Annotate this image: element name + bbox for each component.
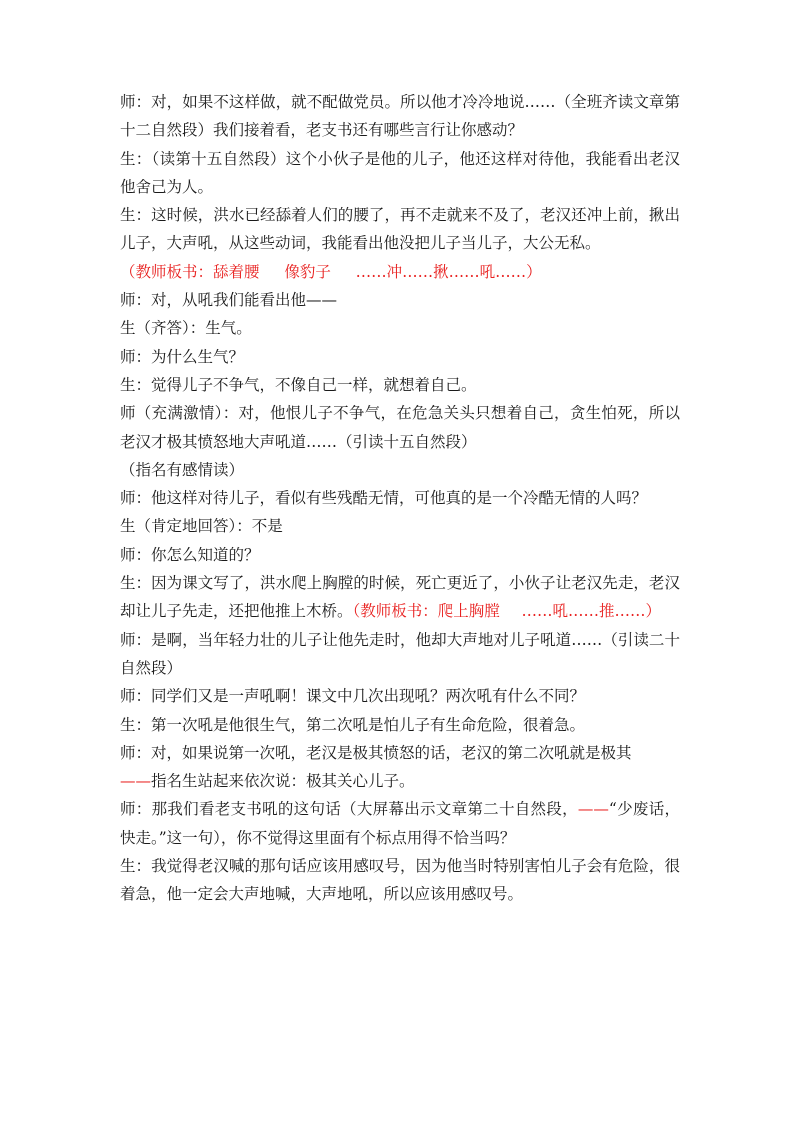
board-note-1-part-a: （教师板书：舔着腰 <box>120 262 260 281</box>
document-page <box>120 88 680 909</box>
stage-direction-2 <box>120 767 680 795</box>
board-note-2 <box>353 602 661 620</box>
teacher-line-9: 师：对，如果说第一次吼，老汉是极其愤怒的话，老汉的第二次吼就是极其 <box>120 743 632 762</box>
teacher-line-6: 师：你怎么知道的？ <box>120 545 260 564</box>
student-line-6-text: 生：因为课文写了，洪水爬上胸膛的时候，死亡更近了，小伙子让老汉先走，老汉却让儿子先走，还把他推上木桥。 <box>120 574 680 621</box>
teacher-line-10 <box>120 795 680 852</box>
teacher-line-3: 师：为什么生气？ <box>120 347 245 366</box>
student-line-5: 生（肯定地回答）：不是 <box>120 517 283 536</box>
dash-mark-2: —— <box>577 800 609 819</box>
student-line-4: 生：觉得儿子不争气，不像自己一样，就想着自己。 <box>120 375 477 394</box>
teacher-line-1: 师：对，如果不这样做，就不配做党员。所以他才冷冷地说……（全班齐读文章第十二自然段）我们接着看，老支书还有哪些言行让你感动？ <box>120 93 680 140</box>
student-line-8: 生：我觉得老汉喊的那句话应该用感叹号，因为他当时特别害怕儿子会有危险，很着急，他一定会大声地喊，大声地吼，所以应该用感叹号。 <box>120 857 680 904</box>
board-note-1-part-b: 像豹子 <box>284 262 331 281</box>
board-note-1-part-c: ……冲……揪……吼……） <box>355 262 542 281</box>
teacher-line-7: 师：是啊，当年轻力壮的儿子让他先走时，他却大声地对儿子吼道……（引读二十自然段） <box>120 630 680 677</box>
student-line-1: 生：（读第十五自然段）这个小伙子是他的儿子，他还这样对待他，我能看出老汉他舍己为人。 <box>120 149 680 196</box>
student-line-7: 生：第一次吼是他很生气，第二次吼是怕儿子有生命危险，很着急。 <box>120 715 586 734</box>
teacher-line-5: 师：他这样对待儿子，看似有些残酷无情，可他真的是一个冷酷无情的人吗？ <box>120 489 648 508</box>
teacher-line-10-part-b: “少废话，快走。”这一句），你不觉得这里面有个标点用得不恰当吗？ <box>120 800 680 847</box>
student-line-6 <box>120 569 680 626</box>
board-note-1 <box>120 258 680 286</box>
teacher-line-2: 师：对，从吼我们能看出他—— <box>120 291 338 310</box>
stage-direction-2-text: 指名生站起来依次说：极其关心儿子。 <box>151 772 415 791</box>
board-note-2-part-b: ……吼……推……） <box>521 602 661 621</box>
dash-mark-1: —— <box>120 772 151 791</box>
board-note-2-part-a: （教师板书：爬上胸膛 <box>352 602 500 621</box>
teacher-line-4: 师（充满激情）：对，他恨儿子不争气，在危急关头只想着自己，贪生怕死，所以老汉才极其愤怒地大声吼道……（引读十五自然段） <box>120 404 680 451</box>
student-line-2: 生：这时候，洪水已经舔着人们的腰了，再不走就来不及了，老汉还冲上前，揪出儿子，大声吼，从这些动词，我能看出他没把儿子当儿子，大公无私。 <box>120 206 680 253</box>
student-line-3: 生（齐答）：生气。 <box>120 319 252 338</box>
teacher-line-10-part-a: 师：那我们看老支书吼的这句话（大屏幕出示文章第二十自然段， <box>120 800 578 819</box>
stage-direction-1: （指名有感情读） <box>120 460 245 479</box>
teacher-line-8: 师：同学们又是一声吼啊！课文中几次出现吼？两次吼有什么不同？ <box>120 687 586 706</box>
